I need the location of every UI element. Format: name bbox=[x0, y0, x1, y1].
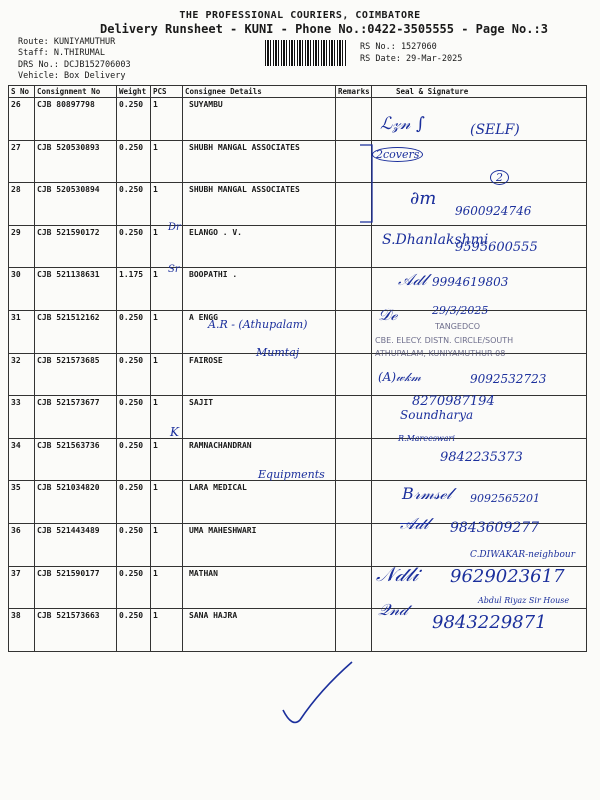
check-mark-icon bbox=[283, 662, 352, 722]
col-header-pcs: PCS bbox=[151, 86, 183, 98]
rs-number: RS No.: 1527060 bbox=[360, 42, 437, 52]
col-header-sno: S No bbox=[9, 86, 35, 98]
signature-35: 𝐵𝓇𝓂𝓈ℯ𝓁 bbox=[402, 484, 452, 503]
stamp-line-1: TANGEDCO bbox=[435, 322, 481, 331]
signature-37: 𝒩𝒹𝓁𝒾 bbox=[376, 562, 419, 586]
stamp-line-2: CBE. ELECY. DISTN. CIRCLE/SOUTH bbox=[375, 336, 514, 345]
rs-date: RS Date: 29-Mar-2025 bbox=[360, 54, 463, 64]
bracket-mark bbox=[360, 145, 372, 222]
row-consignment-no: CJB 521573663 bbox=[35, 609, 117, 652]
row-sno: 38 bbox=[9, 609, 35, 652]
row-sno: 34 bbox=[9, 438, 35, 481]
row-consignee: SHUBH MANGAL ASSOCIATES bbox=[183, 183, 336, 226]
handwriting-note-35: Equipments bbox=[258, 468, 325, 481]
row-consignee: SANA HAJRA bbox=[183, 609, 336, 652]
row-pcs: 1 bbox=[151, 98, 183, 141]
row-consignment-no: CJB 521138631 bbox=[35, 268, 117, 311]
row-consignee: SAJIT bbox=[183, 396, 336, 439]
handwriting-self: (SELF) bbox=[470, 122, 520, 138]
handwriting-phone-36: 9843609277 bbox=[450, 520, 540, 536]
row-weight: 0.250 bbox=[117, 183, 151, 226]
row-pcs: 1 bbox=[151, 566, 183, 609]
vehicle-label: Vehicle: Box Delivery bbox=[18, 71, 126, 81]
signature-30: 𝒜𝒹𝓁 bbox=[398, 270, 427, 289]
col-header-consignee: Consignee Details bbox=[183, 86, 336, 98]
row-consignee: ELANGO . V. bbox=[183, 225, 336, 268]
drs-label: DRS No.: DCJB152706003 bbox=[18, 60, 131, 70]
row-pcs: 1 bbox=[151, 268, 183, 311]
row-consignee: UMA MAHESHWARI bbox=[183, 523, 336, 566]
row-pcs: 1 bbox=[151, 183, 183, 226]
staff-label: Staff: N.THIRUMAL bbox=[18, 48, 105, 58]
row-weight: 0.250 bbox=[117, 225, 151, 268]
handwriting-phone-38: 9843229871 bbox=[432, 612, 547, 633]
row-pcs: 1 bbox=[151, 481, 183, 524]
signature-31: 𝒟ℯ bbox=[378, 305, 398, 324]
row-sno: 27 bbox=[9, 140, 35, 183]
row-consignee: MATHAN bbox=[183, 566, 336, 609]
row-sno: 26 bbox=[9, 98, 35, 141]
row-weight: 0.250 bbox=[117, 396, 151, 439]
signature-26: ℒ𝓏𝓃 ∫ bbox=[380, 114, 425, 134]
handwriting-phone-30: 9994619803 bbox=[432, 275, 509, 289]
handwriting-name-33: Soundharya bbox=[400, 408, 474, 422]
row-pcs: 1 bbox=[151, 438, 183, 481]
handwriting-note-32: Mumtaj bbox=[256, 346, 300, 359]
row-weight: 0.250 bbox=[117, 98, 151, 141]
col-header-signature: Seal & Signature bbox=[372, 86, 587, 98]
row-pcs: 1 bbox=[151, 225, 183, 268]
row-consignment-no: CJB 520530894 bbox=[35, 183, 117, 226]
row-pcs: 1 bbox=[151, 396, 183, 439]
row-sno: 30 bbox=[9, 268, 35, 311]
col-header-remarks: Remarks bbox=[336, 86, 372, 98]
company-name: THE PROFESSIONAL COURIERS, COIMBATORE bbox=[179, 10, 421, 21]
row-pcs: 1 bbox=[151, 310, 183, 353]
signature-36: 𝒜𝒹𝓁 bbox=[400, 514, 429, 533]
row-consignment-no: CJB 521573685 bbox=[35, 353, 117, 396]
row-sno: 31 bbox=[9, 310, 35, 353]
row-weight: 0.250 bbox=[117, 609, 151, 652]
handwriting-name-29: S.Dhanlakshmi bbox=[382, 232, 489, 248]
row-weight: 0.250 bbox=[117, 523, 151, 566]
handwriting-phone-33a: 9092532723 bbox=[470, 372, 547, 386]
row-consignment-no: CJB 521573677 bbox=[35, 396, 117, 439]
handwriting-covers: 2covers bbox=[372, 147, 423, 162]
handwriting-initial-30: Sr bbox=[168, 264, 180, 275]
runsheet-title: Delivery Runsheet - KUNI - Phone No.:0422-3505555 - Page No.:3 bbox=[100, 22, 548, 36]
row-pcs: 1 bbox=[151, 523, 183, 566]
row-consignment-no: CJB 521512162 bbox=[35, 310, 117, 353]
handwriting-initial-29: Dr bbox=[168, 222, 181, 233]
handwriting-phone-29: 9595600555 bbox=[455, 240, 538, 255]
row-consignment-no: CJB 520530893 bbox=[35, 140, 117, 183]
handwriting-phone-28: 9600924746 bbox=[455, 204, 532, 218]
col-header-weight: Weight bbox=[117, 86, 151, 98]
col-header-consignment: Consignment No bbox=[35, 86, 117, 98]
handwriting-name-37: C.DIWAKAR-neighbour bbox=[470, 550, 576, 560]
row-sno: 29 bbox=[9, 225, 35, 268]
row-consignment-no: CJB 521563736 bbox=[35, 438, 117, 481]
row-weight: 0.250 bbox=[117, 353, 151, 396]
handwriting-phone-35: 9092565201 bbox=[470, 492, 540, 505]
row-consignment-no: CJB 521590177 bbox=[35, 566, 117, 609]
signature-28: ∂m bbox=[410, 188, 437, 209]
row-consignee: RAMNACHANDRAN bbox=[183, 438, 336, 481]
row-weight: 0.250 bbox=[117, 566, 151, 609]
row-pcs: 1 bbox=[151, 140, 183, 183]
row-weight: 0.250 bbox=[117, 310, 151, 353]
row-weight: 0.250 bbox=[117, 481, 151, 524]
signature-33: (A)𝓌𝓀𝓂 bbox=[378, 370, 421, 384]
row-consignment-no: CJB 80897798 bbox=[35, 98, 117, 141]
row-weight: 1.175 bbox=[117, 268, 151, 311]
row-weight: 0.250 bbox=[117, 140, 151, 183]
row-consignee: BOOPATHI . bbox=[183, 268, 336, 311]
handwriting-note-38: Abdul Riyaz Sir House bbox=[478, 596, 570, 605]
row-sno: 32 bbox=[9, 353, 35, 396]
row-sno: 28 bbox=[9, 183, 35, 226]
row-consignee: LARA MEDICAL bbox=[183, 481, 336, 524]
handwriting-phone-33b: 8270987194 bbox=[412, 394, 495, 409]
handwriting-circled-2: 2 bbox=[490, 170, 509, 185]
row-sno: 37 bbox=[9, 566, 35, 609]
handwriting-initial-34: K bbox=[170, 425, 179, 439]
signature-38: 𝒬𝓃𝒹 bbox=[378, 600, 408, 619]
row-consignee: SUYAMBU bbox=[183, 98, 336, 141]
row-sno: 36 bbox=[9, 523, 35, 566]
row-consignee: A ENGG bbox=[183, 310, 336, 353]
row-consignee: FAIROSE bbox=[183, 353, 336, 396]
handwriting-name-34: R.Mareeswari bbox=[398, 434, 455, 443]
handwriting-phone-37: 9629023617 bbox=[450, 566, 565, 587]
row-consignment-no: CJB 521034820 bbox=[35, 481, 117, 524]
row-pcs: 1 bbox=[151, 609, 183, 652]
row-weight: 0.250 bbox=[117, 438, 151, 481]
handwriting-date-31: 29/3/2025 bbox=[432, 304, 489, 317]
row-sno: 33 bbox=[9, 396, 35, 439]
handwriting-phone-34: 9842235373 bbox=[440, 450, 523, 465]
row-sno: 35 bbox=[9, 481, 35, 524]
handwriting-note-31: A.R - (Athupalam) bbox=[208, 318, 308, 331]
row-consignment-no: CJB 521590172 bbox=[35, 225, 117, 268]
stamp-line-3: ATHUPALAM, KUNIYAMUTHUR-08 bbox=[375, 349, 506, 358]
row-consignee: SHUBH MANGAL ASSOCIATES bbox=[183, 140, 336, 183]
route-label: Route: KUNIYAMUTHUR bbox=[18, 37, 116, 47]
row-pcs: 1 bbox=[151, 353, 183, 396]
row-consignment-no: CJB 521443489 bbox=[35, 523, 117, 566]
